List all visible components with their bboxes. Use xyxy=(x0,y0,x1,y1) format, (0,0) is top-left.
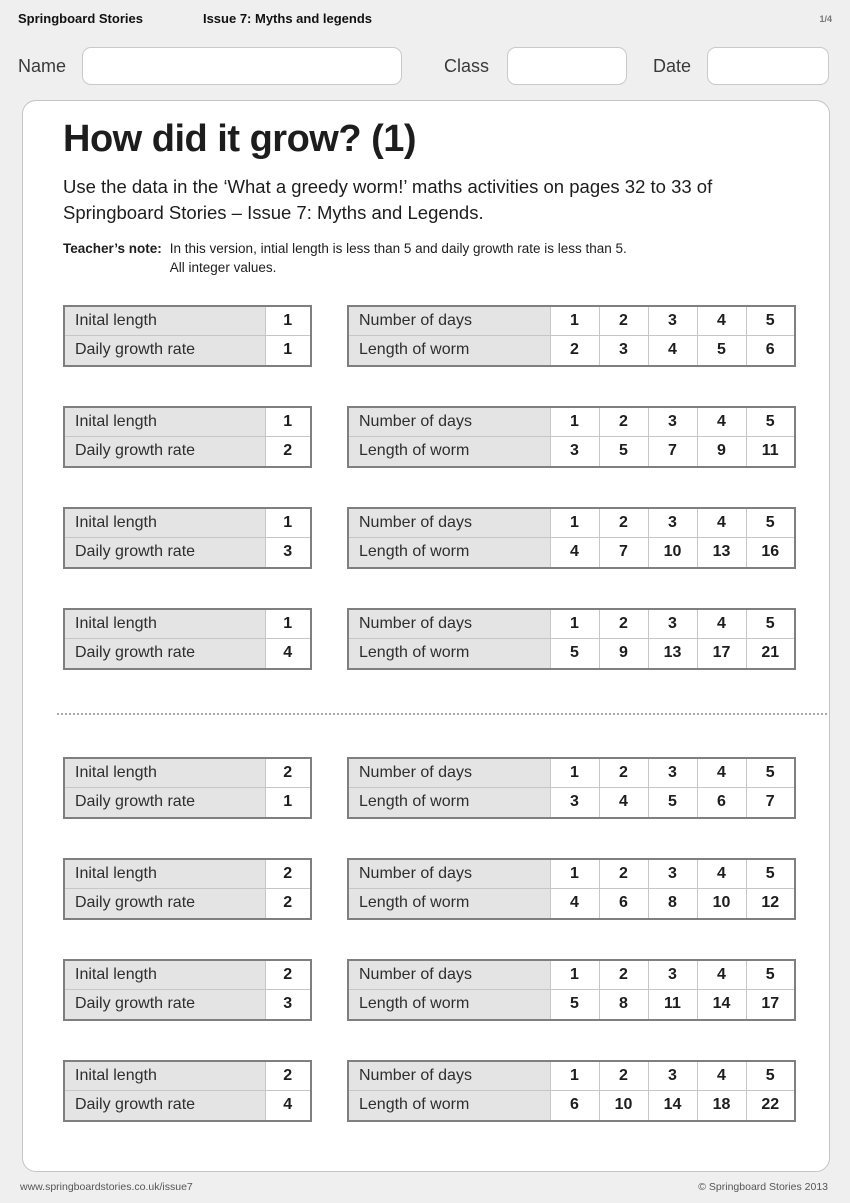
length-cell: 5 xyxy=(550,639,599,669)
param-value-cell: 4 xyxy=(265,639,311,669)
param-label-cell: Daily growth rate xyxy=(64,788,265,818)
param-label-cell: Daily growth rate xyxy=(64,336,265,366)
row-label-cell: Number of days xyxy=(348,508,550,538)
data-blocks xyxy=(63,305,795,1122)
teachers-note-line1: In this version, intial length is less than 5 and daily growth rate is less than 5. xyxy=(169,240,627,256)
day-cell: 3 xyxy=(648,306,697,336)
param-value-cell: 2 xyxy=(265,889,311,919)
length-cell: 4 xyxy=(648,336,697,366)
length-cell: 7 xyxy=(648,437,697,467)
worksheet-title: How did it grow? (1) xyxy=(63,118,417,160)
row-label-cell: Number of days xyxy=(348,306,550,336)
parameters-table xyxy=(63,858,312,920)
day-cell: 2 xyxy=(599,758,648,788)
length-cell: 3 xyxy=(550,788,599,818)
day-cell: 3 xyxy=(648,508,697,538)
param-value-cell: 2 xyxy=(265,859,311,889)
param-value-cell: 1 xyxy=(265,306,311,336)
param-value-cell: 4 xyxy=(265,1091,311,1121)
param-value-cell: 2 xyxy=(265,960,311,990)
param-value-cell: 2 xyxy=(265,1061,311,1091)
length-cell: 4 xyxy=(550,538,599,568)
results-table xyxy=(347,959,796,1021)
length-cell: 17 xyxy=(697,639,746,669)
parameters-table xyxy=(63,1060,312,1122)
param-value-cell: 3 xyxy=(265,990,311,1020)
teachers-note-body xyxy=(170,239,627,278)
day-cell: 4 xyxy=(697,758,746,788)
length-cell: 10 xyxy=(648,538,697,568)
day-cell: 3 xyxy=(648,1061,697,1091)
param-value-cell: 2 xyxy=(265,758,311,788)
row-label-cell: Length of worm xyxy=(348,538,550,568)
instructions-text: Use the data in the ‘What a greedy worm!’ maths activities on pages 32 to 33 of Springboard Stories – Issue 7: Myths and Legends. xyxy=(63,175,713,223)
day-cell: 3 xyxy=(648,407,697,437)
param-label-cell: Inital length xyxy=(64,407,265,437)
day-cell: 3 xyxy=(648,758,697,788)
length-cell: 14 xyxy=(648,1091,697,1121)
row-label-cell: Number of days xyxy=(348,859,550,889)
row-label-cell: Length of worm xyxy=(348,336,550,366)
param-label-cell: Inital length xyxy=(64,508,265,538)
date-label: Date xyxy=(653,55,692,76)
results-table xyxy=(347,406,796,468)
teachers-note-line2: All integer values. xyxy=(169,260,277,276)
length-cell: 2 xyxy=(550,336,599,366)
length-cell: 5 xyxy=(648,788,697,818)
param-value-cell: 3 xyxy=(265,538,311,568)
parameters-table xyxy=(63,305,312,367)
row-label-cell: Number of days xyxy=(348,1061,550,1091)
length-cell: 17 xyxy=(746,990,795,1020)
results-table xyxy=(347,608,796,670)
results-table xyxy=(347,757,796,819)
length-cell: 11 xyxy=(746,437,795,467)
length-cell: 4 xyxy=(550,889,599,919)
parameters-table xyxy=(63,608,312,670)
worksheet-panel xyxy=(22,100,830,1172)
day-cell: 4 xyxy=(697,508,746,538)
length-cell: 6 xyxy=(550,1091,599,1121)
day-cell: 1 xyxy=(550,1061,599,1091)
length-cell: 6 xyxy=(599,889,648,919)
length-cell: 6 xyxy=(697,788,746,818)
day-cell: 1 xyxy=(550,407,599,437)
length-cell: 18 xyxy=(697,1091,746,1121)
param-value-cell: 1 xyxy=(265,788,311,818)
param-label-cell: Inital length xyxy=(64,306,265,336)
row-label-cell: Length of worm xyxy=(348,1091,550,1121)
teachers-note xyxy=(63,239,795,278)
page-header xyxy=(0,0,850,26)
row-label-cell: Number of days xyxy=(348,407,550,437)
day-cell: 2 xyxy=(599,306,648,336)
results-table xyxy=(347,1060,796,1122)
param-label-cell: Inital length xyxy=(64,859,265,889)
issue-title: Issue 7: Myths and legends xyxy=(202,11,373,26)
param-label-cell: Daily growth rate xyxy=(64,538,265,568)
length-cell: 3 xyxy=(550,437,599,467)
param-label-cell: Inital length xyxy=(64,1061,265,1091)
class-input[interactable] xyxy=(507,47,627,85)
page-footer xyxy=(0,1172,850,1193)
param-label-cell: Daily growth rate xyxy=(64,1091,265,1121)
day-cell: 5 xyxy=(746,1061,795,1091)
parameters-table xyxy=(63,757,312,819)
length-cell: 10 xyxy=(599,1091,648,1121)
param-label-cell: Inital length xyxy=(64,960,265,990)
length-cell: 9 xyxy=(599,639,648,669)
day-cell: 2 xyxy=(599,609,648,639)
footer-copyright: © Springboard Stories 2013 xyxy=(698,1181,828,1193)
length-cell: 8 xyxy=(599,990,648,1020)
param-value-cell: 1 xyxy=(265,508,311,538)
day-cell: 5 xyxy=(746,508,795,538)
day-cell: 2 xyxy=(599,1061,648,1091)
day-cell: 5 xyxy=(746,306,795,336)
row-label-cell: Length of worm xyxy=(348,990,550,1020)
section-divider xyxy=(57,713,830,715)
footer-url: www.springboardstories.co.uk/issue7 xyxy=(20,1181,193,1193)
param-value-cell: 1 xyxy=(265,336,311,366)
class-label: Class xyxy=(444,55,490,76)
day-cell: 5 xyxy=(746,407,795,437)
day-cell: 5 xyxy=(746,859,795,889)
growth-block-1 xyxy=(63,305,795,367)
day-cell: 2 xyxy=(599,508,648,538)
brand-title: Springboard Stories xyxy=(18,11,143,26)
length-cell: 16 xyxy=(746,538,795,568)
length-cell: 11 xyxy=(648,990,697,1020)
length-cell: 5 xyxy=(599,437,648,467)
day-cell: 4 xyxy=(697,859,746,889)
parameters-table xyxy=(63,507,312,569)
length-cell: 14 xyxy=(697,990,746,1020)
name-input[interactable] xyxy=(82,47,402,85)
day-cell: 1 xyxy=(550,508,599,538)
param-label-cell: Inital length xyxy=(64,609,265,639)
teachers-note-label: Teacher’s note: xyxy=(63,240,162,256)
length-cell: 22 xyxy=(746,1091,795,1121)
row-label-cell: Length of worm xyxy=(348,639,550,669)
length-cell: 5 xyxy=(697,336,746,366)
growth-block-3 xyxy=(63,507,795,569)
param-label-cell: Daily growth rate xyxy=(64,437,265,467)
day-cell: 4 xyxy=(697,960,746,990)
student-fields-row xyxy=(0,26,850,92)
day-cell: 3 xyxy=(648,960,697,990)
page-indicator: 1/4 xyxy=(819,13,832,24)
day-cell: 4 xyxy=(697,306,746,336)
date-input[interactable] xyxy=(707,47,829,85)
length-cell: 13 xyxy=(697,538,746,568)
length-cell: 9 xyxy=(697,437,746,467)
param-value-cell: 1 xyxy=(265,407,311,437)
results-table xyxy=(347,858,796,920)
day-cell: 1 xyxy=(550,960,599,990)
length-cell: 7 xyxy=(746,788,795,818)
row-label-cell: Length of worm xyxy=(348,889,550,919)
day-cell: 5 xyxy=(746,758,795,788)
day-cell: 4 xyxy=(697,407,746,437)
growth-block-7 xyxy=(63,959,795,1021)
growth-block-8 xyxy=(63,1060,795,1122)
row-label-cell: Number of days xyxy=(348,609,550,639)
param-value-cell: 1 xyxy=(265,609,311,639)
day-cell: 1 xyxy=(550,758,599,788)
results-table xyxy=(347,507,796,569)
name-label: Name xyxy=(18,55,67,76)
growth-block-5 xyxy=(63,757,795,819)
length-cell: 6 xyxy=(746,336,795,366)
length-cell: 12 xyxy=(746,889,795,919)
length-cell: 10 xyxy=(697,889,746,919)
length-cell: 7 xyxy=(599,538,648,568)
row-label-cell: Number of days xyxy=(348,758,550,788)
day-cell: 1 xyxy=(550,609,599,639)
day-cell: 3 xyxy=(648,859,697,889)
day-cell: 2 xyxy=(599,859,648,889)
param-label-cell: Inital length xyxy=(64,758,265,788)
day-cell: 5 xyxy=(746,609,795,639)
length-cell: 5 xyxy=(550,990,599,1020)
growth-block-4 xyxy=(63,608,795,670)
day-cell: 4 xyxy=(697,609,746,639)
growth-block-6 xyxy=(63,858,795,920)
row-label-cell: Number of days xyxy=(348,960,550,990)
length-cell: 13 xyxy=(648,639,697,669)
day-cell: 2 xyxy=(599,407,648,437)
param-label-cell: Daily growth rate xyxy=(64,889,265,919)
results-table xyxy=(347,305,796,367)
day-cell: 2 xyxy=(599,960,648,990)
day-cell: 1 xyxy=(550,859,599,889)
param-value-cell: 2 xyxy=(265,437,311,467)
length-cell: 21 xyxy=(746,639,795,669)
day-cell: 5 xyxy=(746,960,795,990)
length-cell: 4 xyxy=(599,788,648,818)
day-cell: 4 xyxy=(697,1061,746,1091)
row-label-cell: Length of worm xyxy=(348,437,550,467)
day-cell: 1 xyxy=(550,306,599,336)
row-label-cell: Length of worm xyxy=(348,788,550,818)
param-label-cell: Daily growth rate xyxy=(64,639,265,669)
growth-block-2 xyxy=(63,406,795,468)
parameters-table xyxy=(63,406,312,468)
length-cell: 3 xyxy=(599,336,648,366)
day-cell: 3 xyxy=(648,609,697,639)
param-label-cell: Daily growth rate xyxy=(64,990,265,1020)
parameters-table xyxy=(63,959,312,1021)
length-cell: 8 xyxy=(648,889,697,919)
